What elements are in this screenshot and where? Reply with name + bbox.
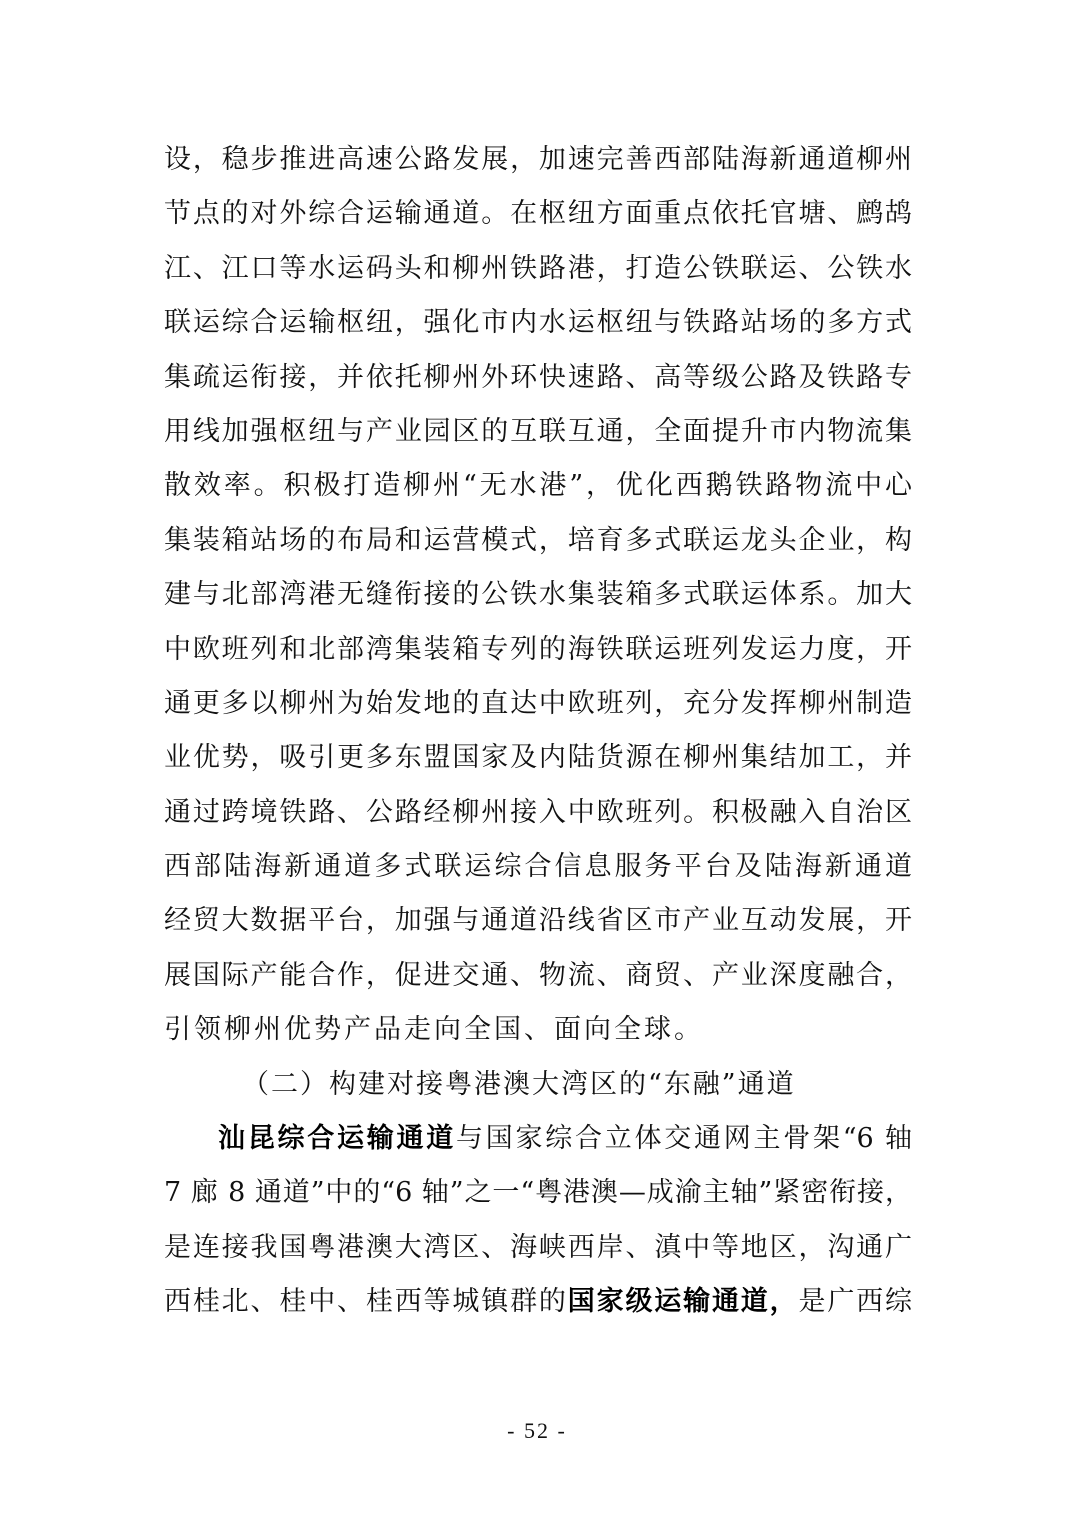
- text-line: 江、江口等水运码头和柳州铁路港，打造公铁联运、公铁水: [164, 252, 912, 284]
- text-line: 展国际产能合作，促进交通、物流、商贸、产业深度融合，: [164, 959, 912, 991]
- text-line: 是连接我国粤港澳大湾区、海峡西岸、滇中等地区，沟通广: [164, 1231, 912, 1263]
- page-number: - 52 -: [507, 1418, 567, 1443]
- body-text: [164, 133, 912, 1330]
- text-line: 通过跨境铁路、公路经柳州接入中欧班列。积极融入自治区: [164, 796, 912, 828]
- text-line: 设，稳步推进高速公路发展，加速完善西部陆海新通道柳州: [164, 144, 912, 175]
- text-span: 是广西综: [798, 1286, 913, 1318]
- text-span: 与国家综合立体交通网主骨架“6 轴: [455, 1123, 912, 1155]
- text-line: 节点的对外综合运输通道。在枢纽方面重点依托官塘、鹧鸪: [164, 198, 912, 230]
- text-line: 经贸大数据平台，加强与通道沿线省区市产业互动发展，开: [164, 905, 912, 937]
- text-line: 通更多以柳州为始发地的直达中欧班列，充分发挥柳州制造: [164, 687, 912, 719]
- text-span: 西桂北、桂中、桂西等城镇群的: [164, 1286, 568, 1318]
- text-line: 西部陆海新通道多式联运综合信息服务平台及陆海新通道: [164, 851, 912, 883]
- bold-term: 汕昆综合运输通道: [218, 1123, 456, 1155]
- text-line: 散效率。积极打造柳州“无水港”，优化西鹅铁路物流中心: [164, 470, 912, 502]
- text-line: 引领柳州优势产品走向全国、面向全球。: [164, 1014, 704, 1046]
- text-line: 中欧班列和北部湾集装箱专列的海铁联运班列发运力度，开: [164, 633, 912, 665]
- bold-term: 国家级运输通道，: [567, 1286, 799, 1318]
- text-line: 联运综合运输枢纽，强化市内水运枢纽与铁路站场的多方式: [164, 307, 912, 339]
- text-line: [164, 1275, 912, 1329]
- text-line: [164, 1112, 912, 1166]
- text-line: 业优势，吸引更多东盟国家及内陆货源在柳州集结加工，并: [164, 742, 912, 774]
- text-line: 建与北部湾港无缝衔接的公铁水集装箱多式联运体系。加大: [164, 579, 912, 611]
- text-line: 用线加强枢纽与产业园区的互联互通，全面提升市内物流集: [164, 415, 912, 447]
- text-line: 集疏运衔接，并依托柳州外环快速路、高等级公路及铁路专: [164, 361, 912, 393]
- section-heading: （二）构建对接粤港澳大湾区的“东融”通道: [242, 1068, 796, 1100]
- text-line: 7 廊 8 通道”中的“6 轴”之一“粤港澳—成渝主轴”紧密衔接，: [164, 1177, 912, 1209]
- text-line: 集装箱站场的布局和运营模式，培育多式联运龙头企业，构: [164, 524, 912, 556]
